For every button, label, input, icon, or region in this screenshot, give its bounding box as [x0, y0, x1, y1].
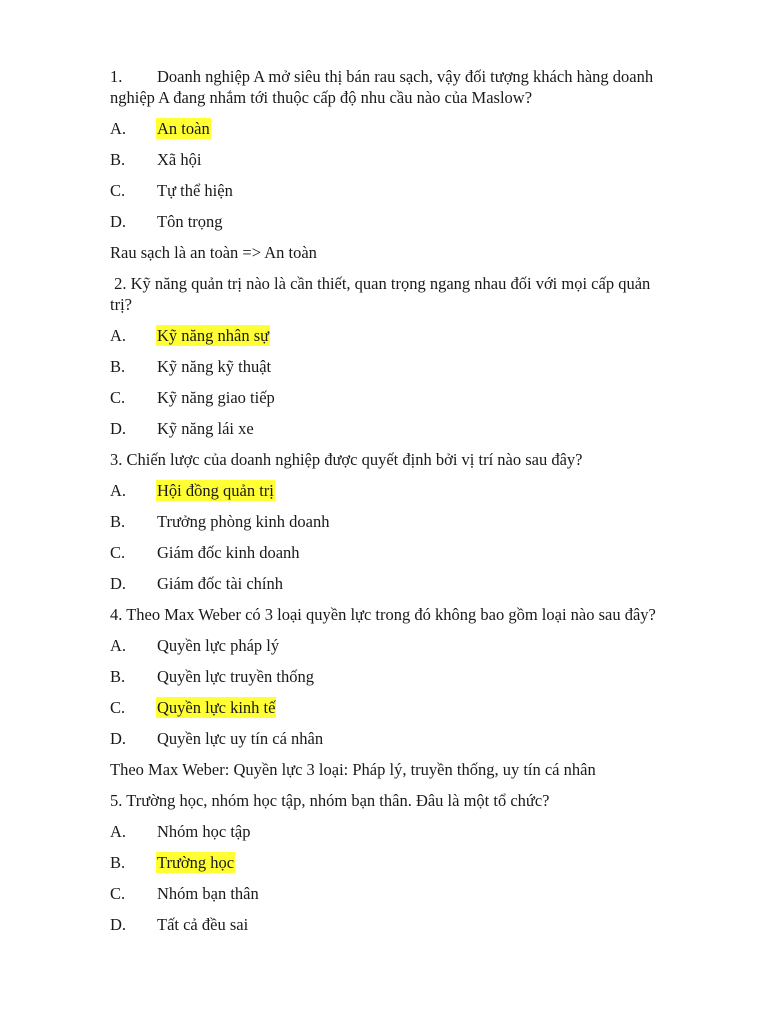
option-letter: D.: [110, 574, 127, 593]
option-2b: [110, 356, 670, 377]
option-letter: C.: [110, 388, 126, 407]
option-text: Kỹ năng kỹ thuật: [157, 357, 272, 376]
option-5a: [110, 821, 670, 842]
question-text: 2. Kỹ năng quản trị nào là cần thiết, quan trọng ngang nhau đối với mọi cấp quản trị?: [110, 274, 655, 314]
option-4b: [110, 666, 670, 687]
option-3c: [110, 542, 670, 563]
option-4d: [110, 728, 670, 749]
option-letter: A.: [110, 481, 127, 500]
question-1: [110, 66, 670, 108]
question-4: [110, 604, 670, 625]
option-text-highlighted: An toàn: [157, 119, 210, 138]
option-text: Giám đốc kinh doanh: [157, 543, 300, 562]
question-3: [110, 449, 670, 470]
option-5c: [110, 883, 670, 904]
answer-note-1: Rau sạch là an toàn => An toàn: [110, 243, 317, 262]
option-text: Nhóm học tập: [157, 822, 251, 841]
question-number: 1.: [110, 67, 123, 86]
option-text-highlighted: Trường học: [157, 853, 235, 872]
option-letter: B.: [110, 150, 126, 169]
option-text-highlighted: Quyền lực kinh tế: [157, 698, 276, 717]
option-1c: [110, 180, 670, 201]
option-1b: [110, 149, 670, 170]
question-text: 5. Trường học, nhóm học tập, nhóm bạn thân. Đâu là một tổ chức?: [110, 791, 550, 810]
option-letter: B.: [110, 853, 126, 872]
option-2c: [110, 387, 670, 408]
option-letter: A.: [110, 326, 127, 345]
option-5d: [110, 914, 670, 935]
document-page: [110, 66, 670, 945]
option-letter: D.: [110, 419, 127, 438]
option-4c: [110, 697, 670, 718]
option-letter: C.: [110, 884, 126, 903]
question-text: 4. Theo Max Weber có 3 loại quyền lực trong đó không bao gồm loại nào sau đây?: [110, 605, 656, 624]
option-letter: D.: [110, 729, 127, 748]
option-text: Giám đốc tài chính: [157, 574, 284, 593]
option-letter: D.: [110, 212, 127, 231]
option-letter: A.: [110, 822, 127, 841]
option-1a: [110, 118, 670, 139]
option-text: Tất cả đều sai: [157, 915, 249, 934]
option-2a: [110, 325, 670, 346]
option-3d: [110, 573, 670, 594]
option-5b: [110, 852, 670, 873]
option-1d: [110, 211, 670, 232]
option-text-highlighted: Kỹ năng nhân sự: [157, 326, 270, 345]
option-text: Tôn trọng: [157, 212, 223, 231]
option-2d: [110, 418, 670, 439]
option-text: Xã hội: [157, 150, 202, 169]
option-4a: [110, 635, 670, 656]
option-text-highlighted: Hội đồng quản trị: [157, 481, 274, 500]
option-letter: C.: [110, 698, 126, 717]
option-text: Quyền lực pháp lý: [157, 636, 280, 655]
question-text: 3. Chiến lược của doanh nghiệp được quyết định bởi vị trí nào sau đây?: [110, 450, 583, 469]
option-letter: A.: [110, 636, 127, 655]
option-text: Quyền lực uy tín cá nhân: [157, 729, 324, 748]
option-letter: D.: [110, 915, 127, 934]
question-text: Doanh nghiệp A mở siêu thị bán rau sạch, vậy đối tượng khách hàng doanh nghiệp A đang nhắm tới thuộc cấp độ nhu cầu nào của Maslow?: [110, 67, 654, 107]
option-3b: [110, 511, 670, 532]
option-letter: C.: [110, 543, 126, 562]
option-letter: B.: [110, 357, 126, 376]
option-text: Kỹ năng giao tiếp: [157, 388, 275, 407]
option-text: Quyền lực truyền thống: [157, 667, 314, 686]
option-3a: [110, 480, 670, 501]
option-letter: B.: [110, 512, 126, 531]
option-text: Kỹ năng lái xe: [157, 419, 254, 438]
option-letter: C.: [110, 181, 126, 200]
question-2: [110, 273, 670, 315]
option-letter: B.: [110, 667, 126, 686]
answer-note-4: Theo Max Weber: Quyền lực 3 loại: Pháp lý, truyền thống, uy tín cá nhân: [110, 760, 596, 779]
option-text: Nhóm bạn thân: [157, 884, 259, 903]
option-text: Tự thể hiện: [157, 181, 233, 200]
option-text: Trưởng phòng kinh doanh: [157, 512, 330, 531]
option-letter: A.: [110, 119, 127, 138]
question-5: [110, 790, 670, 811]
